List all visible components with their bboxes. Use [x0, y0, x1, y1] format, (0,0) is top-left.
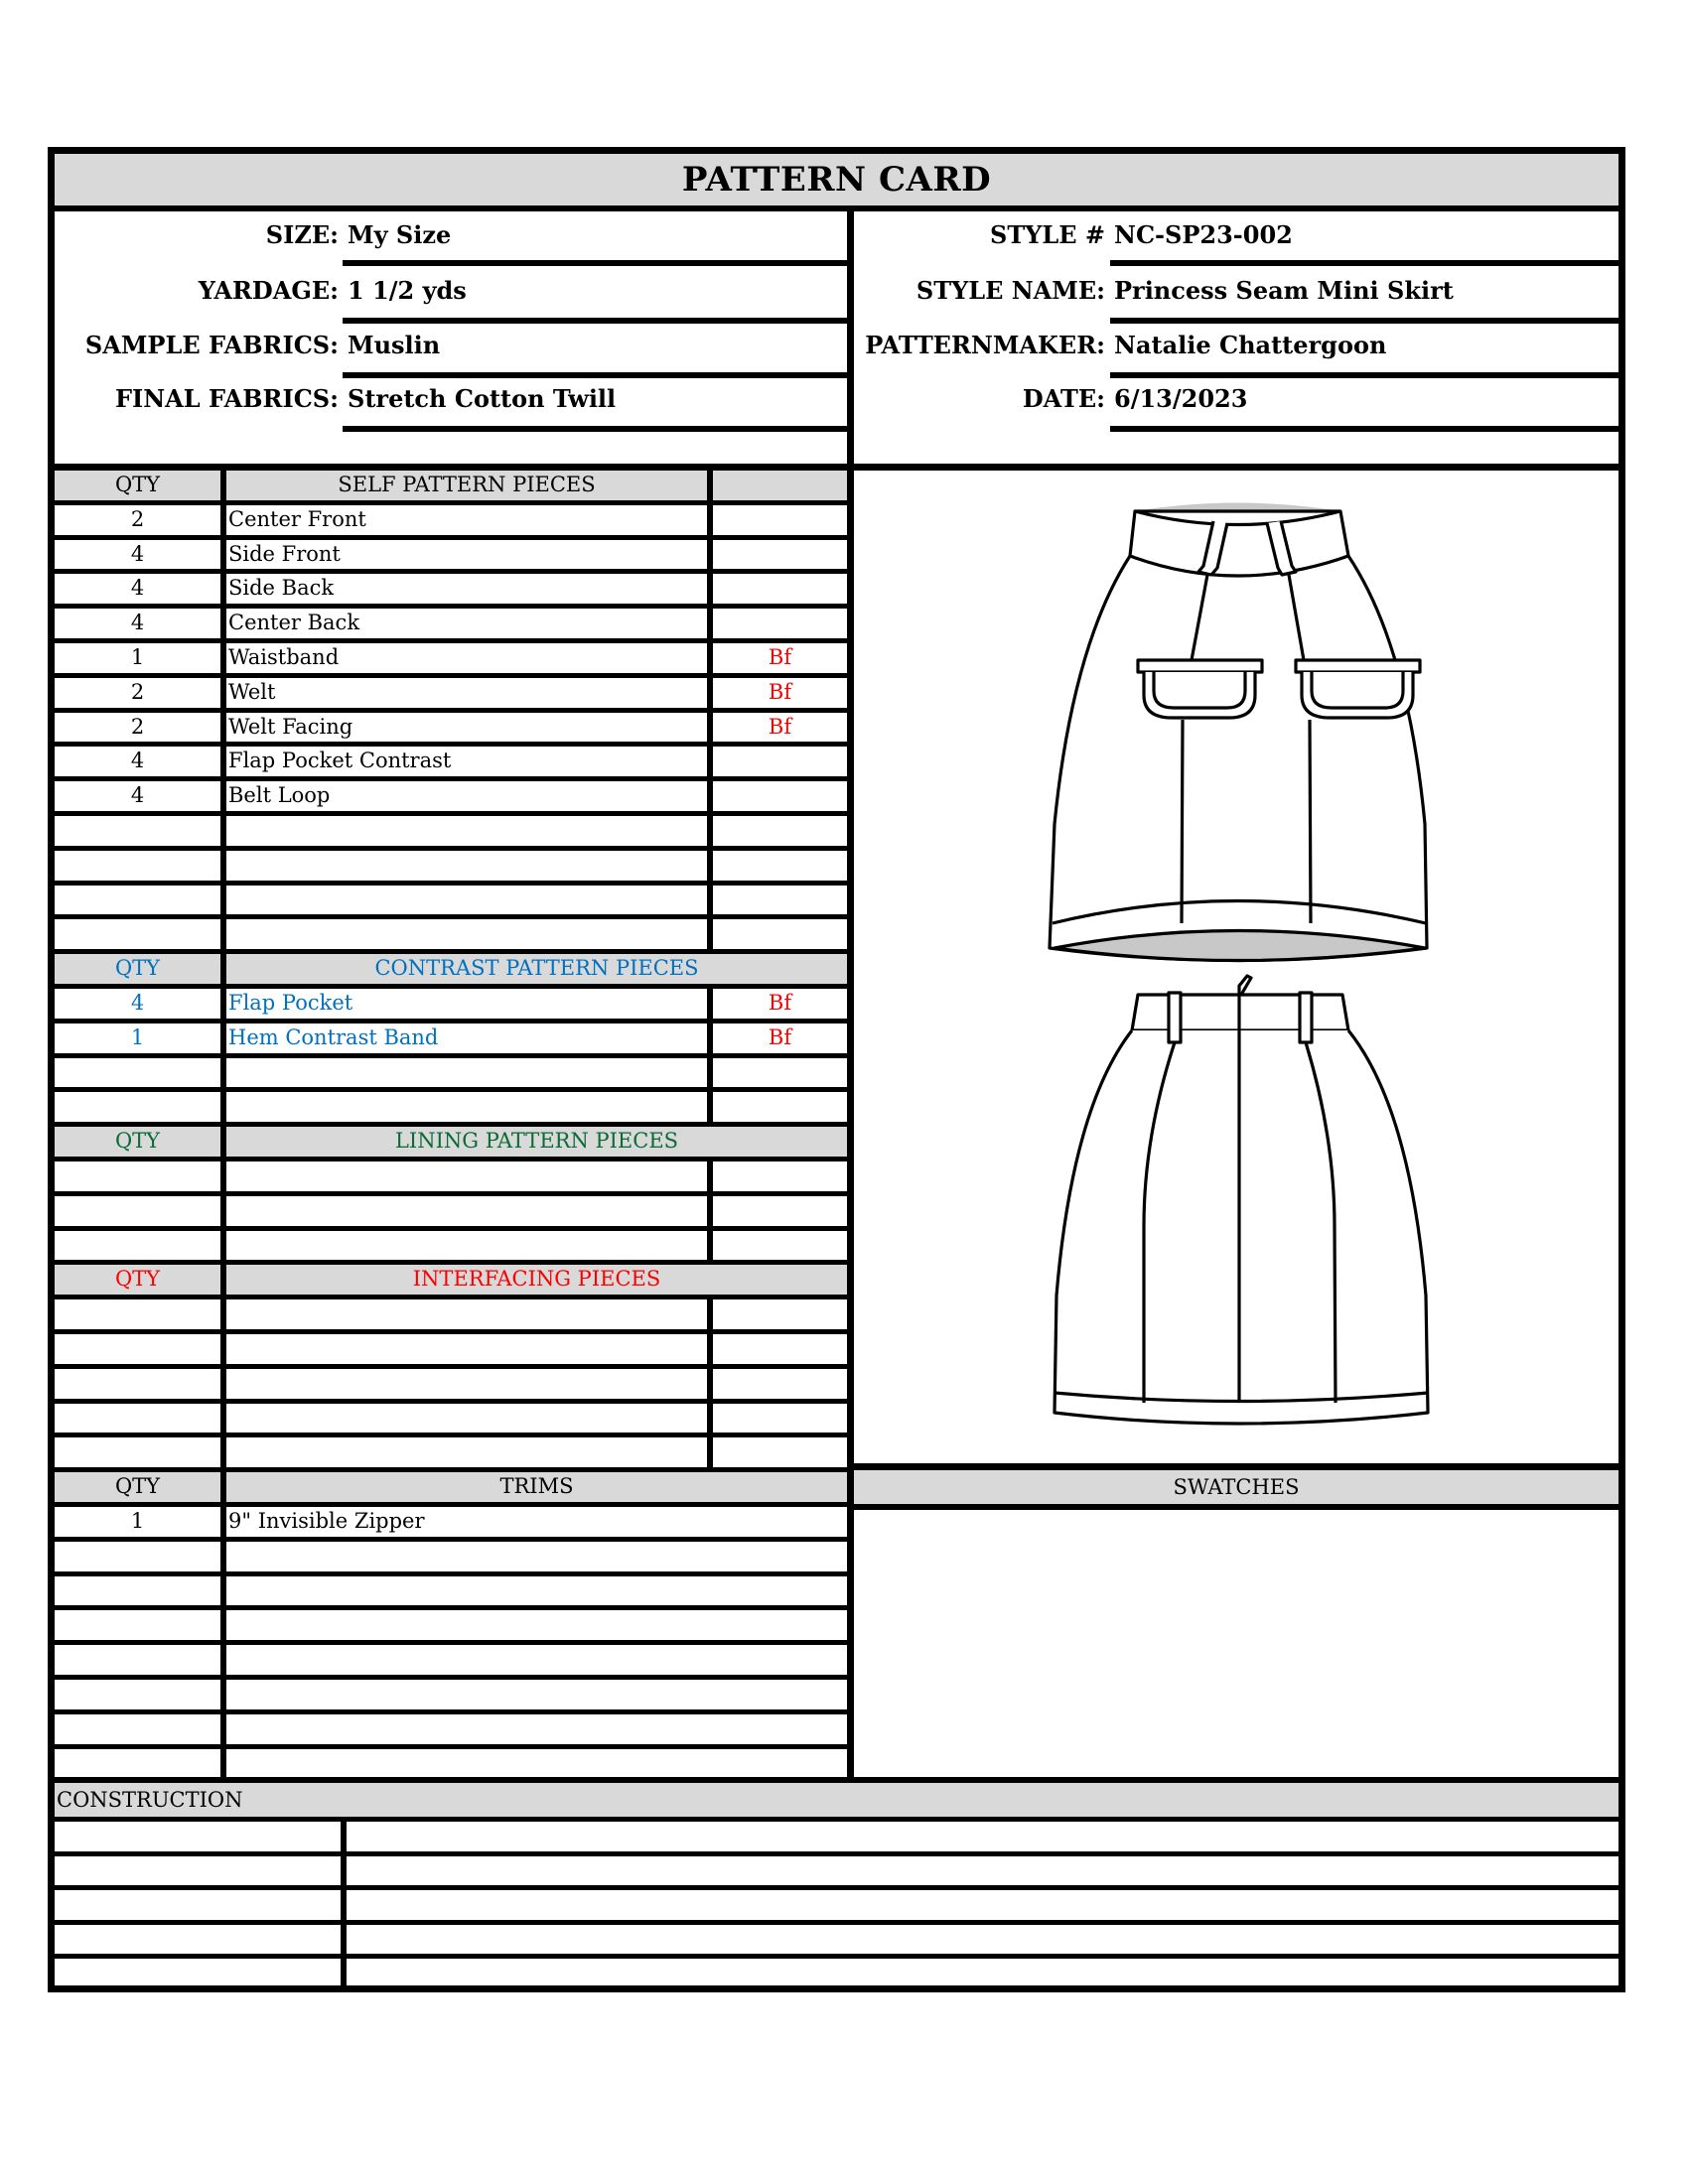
self-note-header [713, 471, 847, 500]
qty-cell[interactable] [55, 1231, 220, 1261]
qty-cell[interactable] [55, 1299, 220, 1329]
field-value[interactable]: Natalie Chattergoon [1114, 331, 1387, 359]
field-underline [1110, 318, 1618, 324]
column-divider [341, 1851, 347, 1886]
interfacing-qty-header: QTY [55, 1265, 220, 1295]
piece-name-cell[interactable] [228, 919, 705, 949]
piece-name-cell[interactable] [228, 1161, 705, 1191]
qty-cell[interactable] [55, 1092, 220, 1122]
construction-step-cell[interactable] [58, 1925, 339, 1955]
qty-cell[interactable] [55, 1404, 220, 1433]
piece-name-cell[interactable]: Side Back [228, 576, 335, 601]
field-underline [343, 318, 847, 324]
field-underline [343, 426, 847, 432]
row-divider [55, 1778, 847, 1783]
qty-cell[interactable]: 4 [130, 541, 145, 566]
trim-name-cell[interactable] [228, 1714, 839, 1744]
construction-description-cell[interactable] [350, 1925, 1611, 1955]
trim-name-cell[interactable] [228, 1680, 839, 1709]
field-value[interactable]: 6/13/2023 [1114, 384, 1248, 413]
field-label: SAMPLE FABRICS: [84, 331, 339, 359]
trim-name-cell[interactable] [228, 1645, 839, 1675]
column-divider [341, 1817, 347, 1851]
trim-name-cell[interactable] [228, 1542, 839, 1571]
field-value[interactable]: 1 1/2 yds [348, 276, 467, 305]
qty-cell[interactable] [55, 1714, 220, 1744]
note-cell[interactable] [713, 574, 847, 604]
trim-name-cell[interactable] [228, 1610, 839, 1640]
qty-cell[interactable]: 1 [130, 645, 145, 669]
trim-name-cell[interactable] [228, 1749, 839, 1779]
note-cell[interactable] [713, 781, 847, 811]
qty-cell[interactable] [55, 816, 220, 846]
field-label: STYLE NAME: [915, 276, 1105, 305]
piece-name-cell[interactable] [228, 816, 705, 846]
piece-name-cell[interactable] [228, 1437, 705, 1467]
note-cell[interactable] [713, 1231, 847, 1261]
piece-name-cell[interactable]: Center Front [228, 506, 366, 531]
field-value[interactable]: NC-SP23-002 [1114, 220, 1293, 249]
field-underline [1110, 372, 1618, 378]
qty-cell[interactable] [55, 886, 220, 915]
field-underline [1110, 260, 1618, 266]
skirt-back-icon [1033, 968, 1450, 1444]
column-divider [341, 1920, 347, 1955]
qty-cell[interactable] [55, 1680, 220, 1709]
piece-name-cell[interactable]: Flap Pocket [228, 991, 353, 1015]
trims-header: TRIMS [226, 1472, 847, 1502]
qty-cell[interactable] [55, 1196, 220, 1226]
note-cell[interactable] [713, 816, 847, 846]
qty-cell[interactable] [55, 1542, 220, 1571]
field-value[interactable]: Muslin [348, 331, 441, 359]
divider [55, 205, 1618, 211]
piece-name-cell[interactable]: Welt [228, 679, 276, 704]
qty-cell[interactable] [55, 1576, 220, 1606]
qty-cell[interactable] [55, 919, 220, 949]
note-cell[interactable] [713, 1058, 847, 1088]
piece-name-cell[interactable] [228, 1404, 705, 1433]
field-value[interactable]: Stretch Cotton Twill [348, 384, 617, 413]
qty-cell[interactable]: 4 [130, 783, 145, 808]
note-cell[interactable] [713, 1092, 847, 1122]
qty-cell[interactable]: 2 [130, 714, 145, 739]
construction-description-cell[interactable] [350, 1890, 1611, 1920]
field-label: PATTERNMAKER: [865, 331, 1105, 359]
field-value[interactable]: My Size [348, 220, 452, 249]
note-cell[interactable] [713, 1334, 847, 1364]
note-cell[interactable] [713, 1196, 847, 1226]
construction-step-cell[interactable] [58, 1890, 339, 1920]
lining-header: LINING PATTERN PIECES [226, 1127, 847, 1157]
piece-name-cell[interactable] [228, 1231, 705, 1261]
field-label: YARDAGE: [198, 276, 339, 305]
qty-cell[interactable]: 4 [130, 576, 145, 601]
piece-name-cell[interactable] [228, 851, 705, 881]
back-sketch [1033, 968, 1450, 1444]
field-label: STYLE # [990, 220, 1105, 249]
construction-title: CONSTRUCTION [57, 1788, 243, 1812]
construction-step-cell[interactable] [58, 1856, 339, 1886]
note-cell[interactable]: Bf [768, 645, 792, 669]
construction-description-cell[interactable] [350, 1856, 1611, 1886]
construction-description-cell[interactable] [350, 1822, 1611, 1851]
field-label: SIZE: [265, 220, 339, 249]
front-sketch [1033, 496, 1450, 963]
note-cell[interactable] [713, 1299, 847, 1329]
piece-name-cell[interactable] [228, 1058, 705, 1088]
piece-name-cell[interactable] [228, 1334, 705, 1364]
piece-name-cell[interactable]: Belt Loop [228, 783, 331, 808]
qty-cell[interactable] [55, 1369, 220, 1399]
note-cell[interactable] [713, 609, 847, 638]
lining-qty-header: QTY [55, 1127, 220, 1157]
qty-cell[interactable] [55, 851, 220, 881]
piece-name-cell[interactable] [228, 1196, 705, 1226]
piece-name-cell[interactable] [228, 1092, 705, 1122]
qty-cell[interactable] [55, 1645, 220, 1675]
note-cell[interactable] [713, 1369, 847, 1399]
qty-cell[interactable] [55, 1161, 220, 1191]
qty-cell[interactable]: 2 [130, 679, 145, 704]
swatches-header: SWATCHES [854, 1470, 1618, 1504]
field-value[interactable]: Princess Seam Mini Skirt [1114, 276, 1454, 305]
divider [854, 1463, 1618, 1470]
contrast-qty-header: QTY [55, 954, 220, 984]
trim-name-cell[interactable] [228, 1576, 839, 1606]
note-cell[interactable] [713, 1161, 847, 1191]
qty-cell[interactable]: 4 [130, 991, 145, 1015]
qty-cell[interactable] [55, 1058, 220, 1088]
interfacing-header: INTERFACING PIECES [226, 1265, 847, 1295]
note-cell[interactable]: Bf [768, 991, 792, 1015]
note-cell[interactable] [713, 747, 847, 776]
note-cell[interactable]: Bf [768, 1024, 792, 1049]
qty-cell[interactable]: 4 [130, 749, 145, 773]
qty-cell[interactable]: 4 [130, 611, 145, 635]
qty-cell[interactable] [55, 1334, 220, 1364]
swatches-area[interactable] [854, 1510, 1618, 1777]
column-divider [341, 1885, 347, 1920]
note-cell[interactable] [713, 851, 847, 881]
field-underline [1110, 426, 1618, 432]
self-qty-header: QTY [55, 471, 220, 500]
piece-name-cell[interactable] [228, 1369, 705, 1399]
construction-header [55, 1783, 1618, 1817]
note-cell[interactable] [713, 886, 847, 915]
note-cell[interactable]: Bf [768, 714, 792, 739]
field-underline [343, 260, 847, 266]
divider [55, 464, 1618, 471]
piece-name-cell[interactable]: Side Front [228, 541, 341, 566]
piece-name-cell[interactable]: Waistband [228, 645, 340, 669]
construction-step-cell[interactable] [58, 1822, 339, 1851]
note-cell[interactable] [713, 505, 847, 535]
qty-cell[interactable]: 1 [130, 1509, 145, 1533]
trims-qty-header: QTY [55, 1472, 220, 1502]
qty-cell[interactable] [55, 1749, 220, 1779]
field-label: DATE: [1022, 384, 1105, 413]
piece-name-cell[interactable] [228, 886, 705, 915]
qty-cell[interactable]: 2 [130, 506, 145, 531]
qty-cell[interactable]: 1 [130, 1024, 145, 1049]
trim-name-cell[interactable]: 9" Invisible Zipper [228, 1509, 425, 1533]
construction-description-cell[interactable] [350, 1959, 1611, 1988]
piece-name-cell[interactable]: Flap Pocket Contrast [228, 749, 452, 773]
qty-cell[interactable] [55, 1437, 220, 1467]
skirt-front-icon [1033, 496, 1450, 963]
field-underline [343, 372, 847, 378]
piece-name-cell[interactable] [228, 1299, 705, 1329]
note-cell[interactable]: Bf [768, 679, 792, 704]
contrast-header: CONTRAST PATTERN PIECES [226, 954, 847, 984]
piece-name-cell[interactable]: Welt Facing [228, 714, 353, 739]
page-title: PATTERN CARD [55, 154, 1618, 205]
piece-name-cell[interactable]: Hem Contrast Band [228, 1024, 439, 1049]
column-divider [341, 1954, 347, 1988]
self-header: SELF PATTERN PIECES [226, 471, 707, 500]
piece-name-cell[interactable]: Center Back [228, 611, 360, 635]
field-label: FINAL FABRICS: [114, 384, 339, 413]
note-cell[interactable] [713, 1437, 847, 1467]
qty-cell[interactable] [55, 1610, 220, 1640]
note-cell[interactable] [713, 919, 847, 949]
note-cell[interactable] [713, 1404, 847, 1433]
note-cell[interactable] [713, 540, 847, 570]
construction-step-cell[interactable] [58, 1959, 339, 1988]
center-divider [847, 211, 854, 1783]
